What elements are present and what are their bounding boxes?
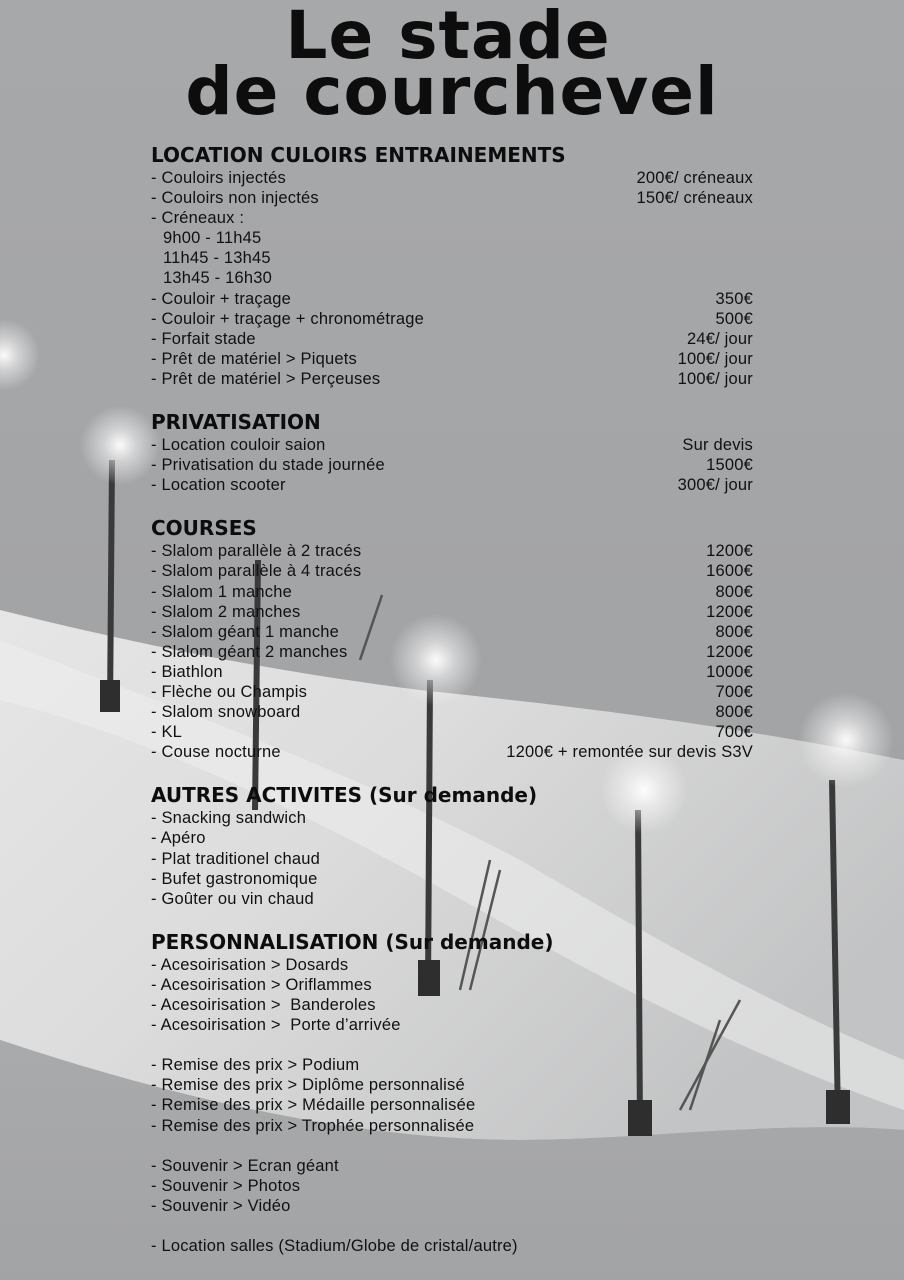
price-row	[151, 682, 753, 702]
price-list	[151, 142, 753, 1276]
section-title: COURSES	[151, 516, 257, 541]
price-row	[151, 1176, 753, 1196]
item-label: - Slalom snowboard	[151, 703, 301, 722]
item-label: - Slalom parallèle à 2 tracés	[151, 542, 362, 561]
item-price: 1200€ + remontée sur devis S3V	[506, 743, 753, 762]
price-row	[151, 168, 753, 188]
price-row	[151, 1116, 753, 1136]
item-price: 700€	[715, 723, 753, 742]
price-row	[151, 1196, 753, 1216]
row-spacer	[151, 1216, 753, 1236]
price-row	[151, 1156, 753, 1176]
item-label: - Prêt de matériel > Perçeuses	[151, 369, 381, 388]
price-row	[151, 541, 753, 561]
item-label: - Goûter ou vin chaud	[151, 889, 314, 908]
item-label: - Remise des prix > Trophée personnalisée	[151, 1116, 475, 1135]
item-label: - Plat traditionel chaud	[151, 849, 320, 868]
item-label: - Slalom géant 1 manche	[151, 622, 340, 641]
item-price: 500€	[715, 309, 753, 328]
item-price: 300€/ jour	[677, 476, 753, 495]
section-title: LOCATION CULOIRS ENTRAINEMENTS	[151, 143, 566, 167]
row-spacer	[151, 1035, 753, 1055]
price-row	[151, 309, 753, 329]
price-row	[151, 808, 753, 828]
price-row	[151, 662, 753, 682]
item-label: - Biathlon	[151, 662, 223, 681]
price-section	[151, 782, 753, 908]
item-price: 100€/ jour	[677, 369, 753, 388]
section-title: AUTRES ACTIVITES (Sur demande)	[151, 783, 538, 808]
item-label: 11h45 - 13h45	[163, 249, 271, 268]
item-price: 800€	[715, 703, 753, 722]
item-label: - Bufet gastronomique	[151, 869, 318, 888]
item-label: - Location scooter	[151, 476, 286, 495]
section-title: PERSONNALISATION (Sur demande)	[151, 929, 554, 954]
price-section	[151, 515, 753, 762]
item-price: 350€	[715, 289, 753, 308]
price-row	[151, 329, 753, 349]
price-row	[151, 828, 753, 848]
item-label: - Couloir + traçage	[151, 289, 291, 308]
item-label: - Couloir + traçage + chronométrage	[151, 309, 424, 328]
item-label: - Acesoirisation > Porte d’arrivée	[151, 1016, 401, 1035]
item-label: - Acesoirisation > Dosards	[151, 955, 349, 974]
item-label: - Snacking sandwich	[151, 809, 307, 828]
row-spacer	[151, 1136, 753, 1156]
item-label: - Acesoirisation > Banderoles	[151, 996, 376, 1014]
price-row	[151, 188, 753, 208]
price-row	[151, 582, 753, 602]
price-row	[151, 975, 753, 995]
price-row	[151, 268, 753, 288]
price-row	[151, 1015, 753, 1035]
item-price: 1200€	[706, 642, 753, 661]
price-row	[151, 622, 753, 642]
item-label: - Remise des prix > Médaille personnalisée	[151, 1096, 476, 1115]
price-row	[151, 1055, 753, 1075]
item-price: 1600€	[706, 562, 753, 581]
item-label: - Slalom géant 2 manches	[151, 642, 348, 661]
item-label: - Slalom parallèle à 4 tracés	[151, 562, 362, 581]
price-row	[151, 1236, 753, 1256]
price-row	[151, 455, 753, 475]
item-price: 100€/ jour	[677, 349, 753, 368]
price-row	[151, 742, 753, 762]
price-row	[151, 1095, 753, 1115]
item-label: - Apéro	[151, 829, 206, 848]
price-row	[151, 1075, 753, 1095]
page-title-line-1: Le stade	[285, 0, 611, 74]
item-price: 150€/ créneaux	[636, 189, 753, 208]
price-row	[151, 349, 753, 369]
item-price: 1500€	[706, 456, 753, 475]
price-section	[151, 409, 753, 495]
price-row	[151, 995, 753, 1015]
price-row	[151, 435, 753, 455]
price-row	[151, 475, 753, 495]
price-row	[151, 889, 753, 909]
item-label: 9h00 - 11h45	[163, 229, 262, 248]
item-label: - Flèche ou Champis	[151, 682, 308, 701]
price-section	[151, 142, 753, 389]
price-row	[151, 289, 753, 309]
item-label: - Slalom 1 manche	[151, 582, 292, 601]
item-price: 800€	[715, 582, 753, 601]
item-label: - Souvenir > Photos	[151, 1176, 301, 1195]
item-price: 1200€	[706, 542, 753, 561]
item-label: - Couse nocturne	[151, 743, 281, 762]
item-label: - Slalom 2 manches	[151, 602, 301, 621]
item-label: - Remise des prix > Podium	[151, 1056, 360, 1075]
price-row	[151, 955, 753, 975]
item-label: - Forfait stade	[151, 329, 256, 348]
price-row	[151, 722, 753, 742]
item-label: - Couloirs injectés	[151, 169, 286, 187]
item-price: 200€/ créneaux	[636, 169, 753, 187]
item-price: Sur devis	[682, 436, 753, 455]
price-row	[151, 602, 753, 622]
item-label: - Acesoirisation > Oriflammes	[151, 975, 372, 994]
item-label: - Couloirs non injectés	[151, 189, 319, 208]
section-title: PRIVATISATION	[151, 410, 321, 435]
price-row	[151, 228, 753, 248]
price-row	[151, 369, 753, 389]
price-row	[151, 849, 753, 869]
price-section	[151, 929, 753, 1256]
price-row	[151, 248, 753, 268]
price-row	[151, 208, 753, 228]
price-row	[151, 642, 753, 662]
item-label: - Privatisation du stade journée	[151, 456, 385, 475]
item-label: - Souvenir > Ecran géant	[151, 1156, 339, 1175]
item-label: - Location couloir saion	[151, 436, 326, 455]
item-label: - Location salles (Stadium/Globe de cristal/autre)	[151, 1237, 518, 1256]
item-price: 1000€	[706, 662, 753, 681]
item-label: - Prêt de matériel > Piquets	[151, 349, 357, 368]
item-label: 13h45 - 16h30	[163, 269, 273, 288]
item-label: - Remise des prix > Diplôme personnalisé	[151, 1076, 465, 1095]
price-row	[151, 561, 753, 581]
price-row	[151, 702, 753, 722]
item-price: 24€/ jour	[686, 329, 753, 348]
item-label: - KL	[151, 723, 183, 742]
item-price: 800€	[715, 622, 753, 641]
item-price: 700€	[715, 682, 753, 701]
price-row	[151, 869, 753, 889]
item-label: - Souvenir > Vidéo	[151, 1196, 291, 1215]
item-label: - Créneaux :	[151, 209, 245, 228]
item-price: 1200€	[706, 602, 753, 621]
page-title-line-2: de courchevel	[185, 53, 719, 130]
